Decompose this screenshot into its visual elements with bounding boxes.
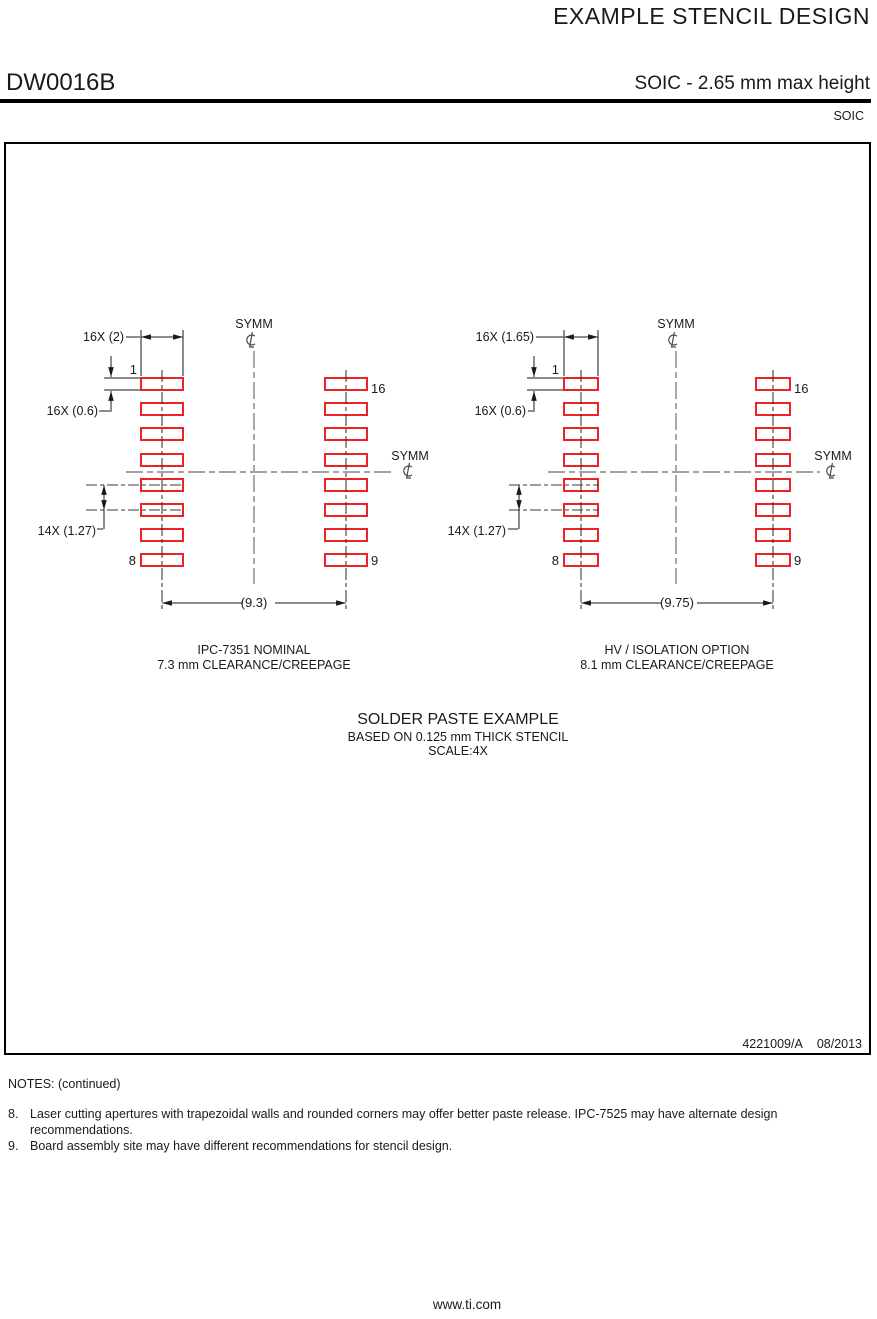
pin1-label: 1 xyxy=(551,362,559,377)
span-dim: (9.75) xyxy=(660,595,694,610)
dimension-lines xyxy=(508,330,773,603)
view-caption-line1: IPC-7351 NOMINAL xyxy=(197,643,311,657)
subtitle-line3: SCALE:4X xyxy=(428,744,488,758)
note-number: 8. xyxy=(8,1107,19,1121)
note-number: 9. xyxy=(8,1139,19,1153)
view-caption-line2: 8.1 mm CLEARANCE/CREEPAGE xyxy=(580,658,774,672)
span-dim: (9.3) xyxy=(240,595,268,610)
symm-side-label: SYMM xyxy=(814,449,852,463)
hv-isolation-view xyxy=(448,317,852,672)
aperture-height-dim: 16X (0.6) xyxy=(46,404,98,418)
drawing-subtitle xyxy=(348,711,569,758)
centerline-symbol xyxy=(669,332,677,347)
ti-url-link[interactable]: www.ti.com xyxy=(432,1297,502,1312)
page-footer xyxy=(0,1297,877,1312)
pin9-label: 9 xyxy=(794,553,802,568)
notes-heading: NOTES: (continued) xyxy=(8,1077,121,1091)
view-caption-line2: 7.3 mm CLEARANCE/CREEPAGE xyxy=(157,658,351,672)
pin1-label: 1 xyxy=(129,362,137,377)
centerline-symbol xyxy=(247,332,255,347)
centerline-symbol xyxy=(827,463,835,478)
aperture-height-dim: 16X (0.6) xyxy=(474,404,526,418)
aperture-width-dim: 16X (2) xyxy=(83,330,124,344)
revision-number: 4221009/A xyxy=(742,1037,803,1051)
page-title: EXAMPLE STENCIL DESIGN xyxy=(553,3,870,29)
note-text: Board assembly site may have different recommendations for stencil design. xyxy=(30,1139,453,1153)
pin16-label: 16 xyxy=(371,381,386,396)
pin16-label: 16 xyxy=(794,381,809,396)
symm-top-label: SYMM xyxy=(235,317,273,331)
pad-centerlines xyxy=(581,370,773,612)
symm-side-label: SYMM xyxy=(391,449,429,463)
revision-line xyxy=(742,1037,862,1051)
notes-section xyxy=(8,1076,860,1154)
note-text: Laser cutting apertures with trapezoidal walls and rounded corners may offer better paste release. IPC-7525 may have alternate design recommendations. xyxy=(30,1107,778,1137)
symm-top-label: SYMM xyxy=(657,317,695,331)
pin9-label: 9 xyxy=(371,553,379,568)
pin8-label: 8 xyxy=(551,553,559,568)
note-item-8 xyxy=(8,1106,860,1138)
subtitle-line1: SOLDER PASTE EXAMPLE xyxy=(357,711,559,728)
package-title: SOIC - 2.65 mm max height xyxy=(634,73,870,94)
view-caption-line1: HV / ISOLATION OPTION xyxy=(604,643,750,657)
note-item-9 xyxy=(8,1138,860,1154)
part-number: DW0016B xyxy=(6,69,116,96)
centerline-symbol xyxy=(404,463,412,478)
pin8-label: 8 xyxy=(128,553,136,568)
package-type-label: SOIC xyxy=(833,109,864,123)
header-rule xyxy=(0,99,871,103)
pitch-dim: 14X (1.27) xyxy=(37,524,96,538)
pitch-dim: 14X (1.27) xyxy=(447,524,506,538)
subtitle-line2: BASED ON 0.125 mm THICK STENCIL xyxy=(347,730,569,744)
aperture-width-dim: 16X (1.65) xyxy=(475,330,534,344)
stencil-drawing xyxy=(6,144,869,1053)
drawing-frame xyxy=(4,142,871,1055)
ipc7351-view xyxy=(38,317,429,672)
revision-date: 08/2013 xyxy=(816,1037,862,1051)
